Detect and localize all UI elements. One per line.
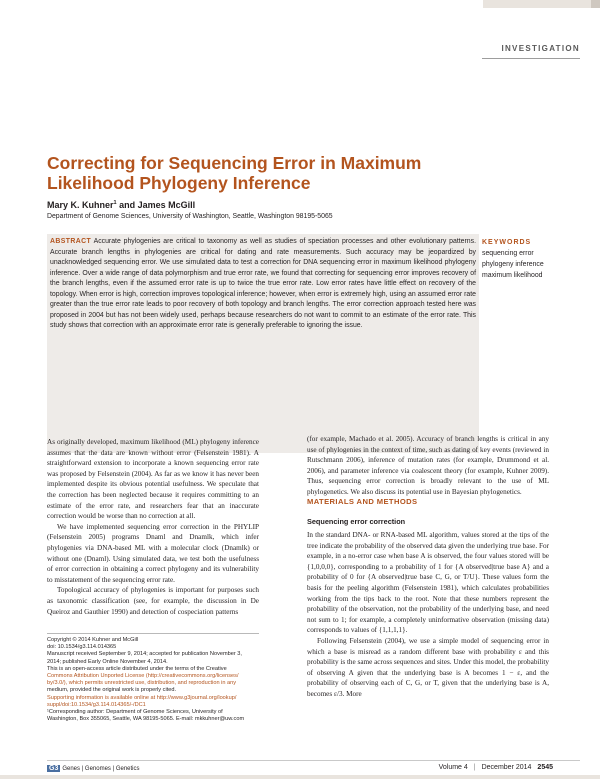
supporting-info-link[interactable]: Supporting information is available online at http://www.g3journal.org/lookup/ (47, 694, 237, 701)
page-info (439, 764, 553, 771)
body-paragraph: In the standard DNA- or RNA-based ML algorithm, values stored at the tips of the tree indicate the probability of the observed data given the underlying true base. For example, in a no-error case when base A is observed, the four values stored will be {1,0,0,0}, corresponding to a probability of 1 for {A observed|true base A} and a probability of 0 for {A observed|true base C, G, or T/U}. These values form the basis for the peeling algorithm (Felsenstein 1981), which calculates probabilities working from the tips back to the root. Note that these numbers represent the probability of the observation, not the probability of the underlying base, and need not sum to 1; for example, a completely uninformative observation (missing data) corresponds to values of {1,1,1,1}. (307, 531, 549, 635)
footnote-link[interactable]: Commons Attribution Unported License (http://creativecommons.org/licenses/ (47, 673, 239, 680)
methods-column (307, 530, 549, 700)
author-second: and James McGill (116, 200, 196, 210)
methods-heading: MATERIALS AND METHODS (307, 497, 418, 506)
keyword-item: maximum likelihood (482, 272, 543, 279)
top-bar-cap (591, 0, 600, 8)
author-first: Mary K. Kuhner (47, 200, 114, 210)
footnotes (47, 637, 259, 723)
footer-rule (47, 760, 580, 761)
abstract-text: Accurate phylogenies are critical to taxonomy as well as studies of speciation processes and other evolutionary patterns. Accurate branch lengths in phylogenies are critical for dating and rate measurements. Such accuracy may be jeopardized by unacknowledged sequencing error. We use simulated data to test a correction for DNA sequencing error in maximum likelihood phylogeny inference. Over a wide range of data polymorphism and true error rate, we found that correcting for sequencing error improves recovery of the branch lengths, even if the assumed error rate is up to twice the true error rate. Low error rates have little effect on recovery of the topology. When error is high, correction improves topological inference; however, when error is extremely high, using an assumed error rate greater than the true error rate leads to poor recovery of both topology and branch lengths. The error correction approach tested here was proposed in 2004 but has not been widely used, perhaps because researchers do not want to commit to an estimate of the error rate. This study shows that correction with an approximate error rate is generally preferable to ignoring the issue. (50, 238, 476, 330)
body-paragraph: Topological accuracy of phylogenies is important for purposes such as taxonomic classification (see, for example, the discussion in De Queiroz and Gauthier 1990) and detection of cospeciation patterns (47, 586, 259, 616)
footnote-link[interactable]: by/3.0/), which permits unrestricted use, distribution, and reproduction in any (47, 680, 237, 687)
body-paragraph: We have implemented sequencing error correction in the PHYLIP (Felsenstein 2005) programs Dnaml and Dnamlk, which infer phylogenies via DNA-based ML with a molecular clock (Dnamlk) or without one (Dnaml). Using simulated data, we test both the usefulness of error correction in obtaining a correct phylogeny and its vulnerability to misstatement of the sequencing error rate. (47, 522, 259, 584)
article-title: Correcting for Sequencing Error in Maximum Likelihood Phylogeny Inference (47, 153, 422, 193)
footnote-line: This is an open-access article distributed under the terms of the Creative (47, 665, 227, 672)
g3-logo-mark: G3 (49, 765, 59, 772)
journal-logo (47, 765, 140, 772)
page-number: 2545 (537, 764, 553, 771)
keywords-heading: KEYWORDS (482, 239, 532, 246)
body-paragraph: Following Felsenstein (2004), we use a simple model of sequencing error in which a base is misread as a random different base with probability ε and this probability is the same across sequences and sites. Under this model, the probability of observing A given that the underlying base is A becomes 1 − ε, and the probability of observing each of C, G, or T, given that the underlying base is A, becomes ε/3. More (307, 636, 549, 698)
footnote-line: Washington, Box 355065, Seattle, WA 98195-5065. E-mail: mkkuhner@uw.com (47, 716, 245, 723)
methods-subheading: Sequencing error correction (307, 517, 406, 526)
footnote-line: Manuscript received September 9, 2014; accepted for publication November 3, (47, 651, 242, 658)
issue-date: December 2014 (481, 764, 532, 771)
body-paragraph: As originally developed, maximum likelihood (ML) phylogeny inference assumes that the data are known without error (Felsenstein 1981). A straightforward extension to incorporate a known sequencing error rate was proposed by Felsenstein (2004). As far as we know it has never been implemented despite its obvious potential usefulness. We speculate that the correction has been neglected because it requires committing to an estimate of the error rate, and researchers fear that an inaccurate correction would be worse than no correction at all. (47, 438, 259, 521)
abstract-heading: ABSTRACT (50, 238, 92, 245)
footnote-rule (47, 633, 259, 634)
footnote-line: ¹Corresponding author: Department of Genome Sciences, University of (47, 709, 223, 716)
footnote-line: 2014; published Early Online November 4, 2014. (47, 658, 168, 665)
top-decorative-bar (483, 0, 600, 8)
affiliation: Department of Genome Sciences, University of Washington, Seattle, Washington 98195-5065 (47, 213, 333, 220)
bottom-decorative-bar (0, 775, 600, 779)
author-footnote-mark: 1 (113, 200, 117, 206)
authors (47, 200, 195, 210)
footnote-line: medium, provided the original work is properly cited. (47, 687, 177, 694)
keywords-panel (482, 237, 544, 281)
footnote-line: Copyright © 2014 Kuhner and McGill (47, 637, 139, 643)
footnote-line: doi: 10.1534/g3.114.014365 (47, 644, 117, 651)
body-column-left (47, 437, 259, 617)
volume: Volume 4 (438, 764, 468, 771)
section-label: INVESTIGATION (501, 44, 580, 53)
body-column-right (307, 434, 549, 498)
keyword-item: sequencing error (482, 250, 534, 257)
journal-name: Genes | Genomes | Genetics (62, 766, 140, 772)
keyword-item: phylogeny inference (482, 261, 544, 268)
section-rule (482, 58, 580, 59)
footer-separator: | (473, 764, 476, 771)
supporting-info-link[interactable]: suppl/doi:10.1534/g3.114.014365/-/DC1 (47, 701, 146, 708)
abstract (50, 237, 476, 332)
body-paragraph: (for example, Machado et al. 2005). Accuracy of branch lengths is critical in any use of phylogenies in the context of time, such as dating of key events (reviewed in Rutschmann 2006), inference of mutation rates (for example, Drummond et al. 2006), and parameter inference via coalescent theory (for example, Kuhner 2009). Thus, sequencing error correction is broadly relevant to the use of ML phylogenetics. We also discuss its potential use in Bayesian phylogenetics. (307, 435, 549, 496)
